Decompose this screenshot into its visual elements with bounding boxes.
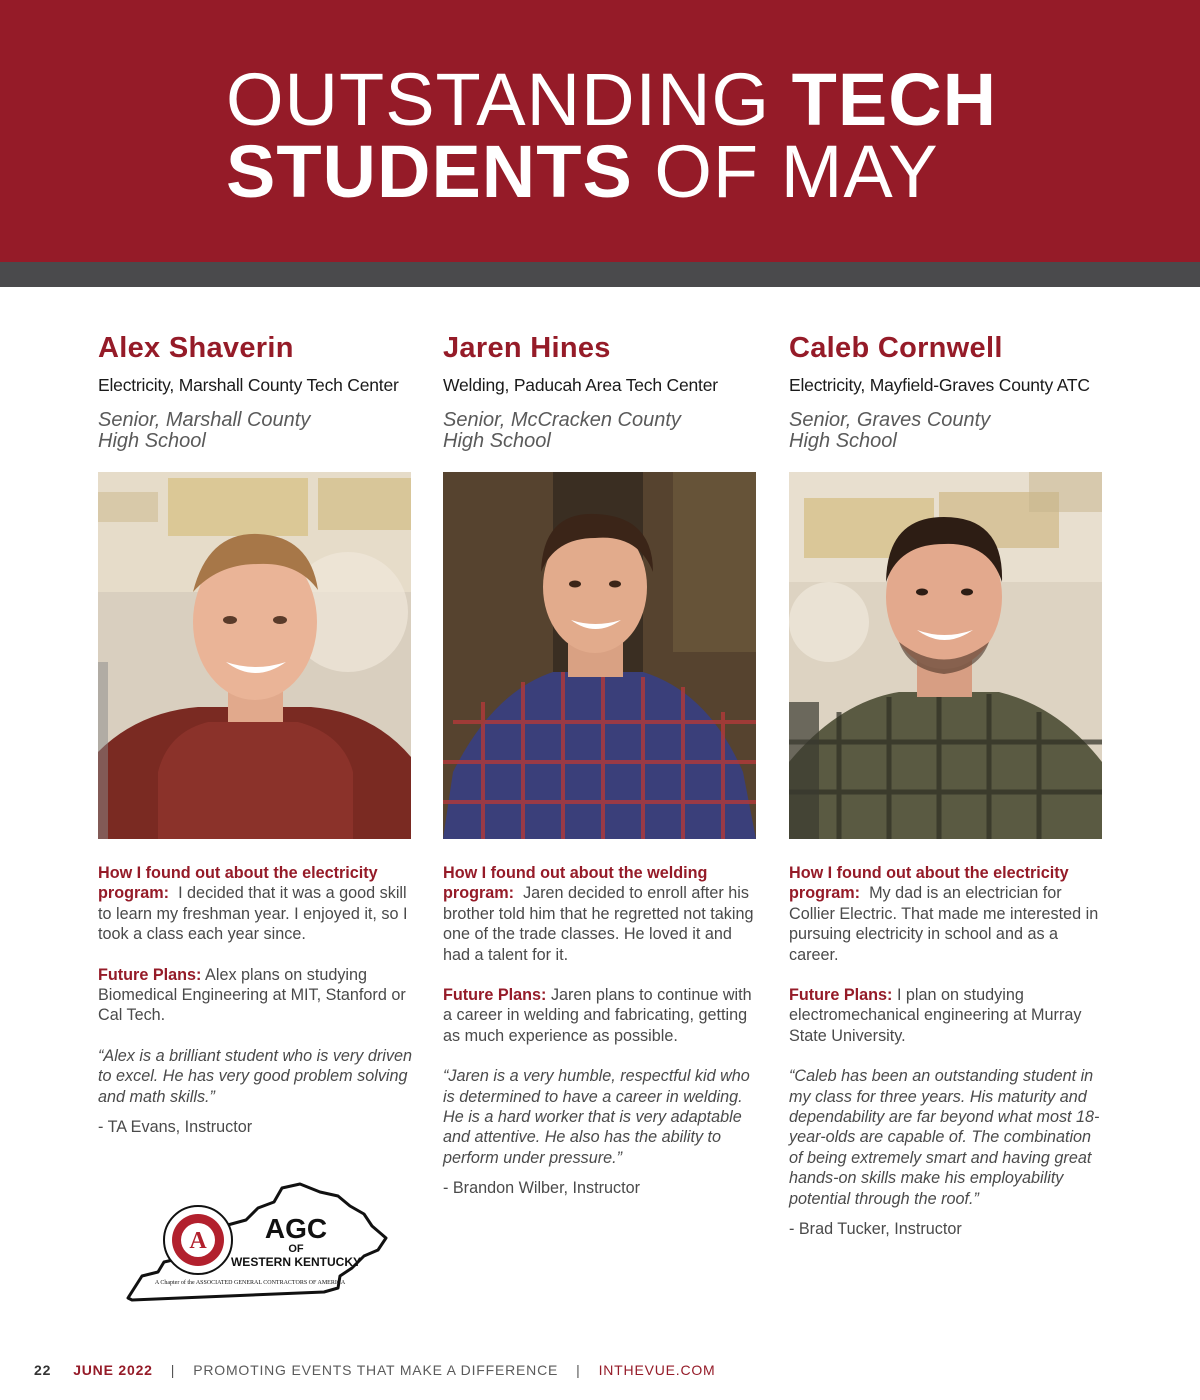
student-photo-illustration bbox=[789, 472, 1102, 839]
student-school: Senior, Marshall County High School bbox=[98, 409, 311, 452]
instructor-quote: “Alex is a brilliant student who is very driven to excel. He has very good problem solving and math skills.” bbox=[98, 1046, 412, 1106]
title-line1-light: OUTSTANDING bbox=[226, 58, 792, 141]
logo-region: WESTERN KENTUCKY bbox=[230, 1255, 362, 1269]
issue-date: JUNE 2022 bbox=[73, 1362, 153, 1378]
logo-tagline: A Chapter of the ASSOCIATED GENERAL CONTRACTORS OF AMERICA bbox=[154, 1280, 346, 1286]
plans-text: Jaren plans to continue with a career in welding and fabricating, getting as much experience as possible. bbox=[443, 986, 752, 1045]
instructor-quote: “Jaren is a very humble, respectful kid who is determined to have a career in welding. He is a hard worker that is very adaptable and attentive. He also has the ability to perform under pressure.” bbox=[443, 1067, 750, 1167]
student-photo-illustration bbox=[443, 472, 756, 839]
instructor-signature: - Brandon Wilber, Instructor bbox=[443, 1179, 641, 1198]
found-lead: How I found out about the electricity program: bbox=[98, 864, 378, 903]
student-program: Electricity, Mayfield-Graves County ATC bbox=[789, 375, 1090, 395]
logo-agc: AGC bbox=[264, 1213, 328, 1244]
student-school: Senior, McCracken County High School bbox=[443, 409, 681, 452]
student-program: Welding, Paducah Area Tech Center bbox=[443, 375, 718, 395]
student-bio bbox=[443, 863, 758, 1199]
student-bio bbox=[789, 863, 1104, 1240]
logo-of: OF bbox=[288, 1243, 304, 1255]
plans-text: I plan on studying electromechanical engineering at Murray State University. bbox=[789, 986, 1082, 1045]
page-number: 22 bbox=[34, 1362, 52, 1378]
found-lead: How I found out about the electricity program: bbox=[789, 864, 1069, 903]
instructor-signature: - Brad Tucker, Instructor bbox=[789, 1220, 962, 1239]
site-link[interactable]: INTHEVUE.COM bbox=[598, 1362, 716, 1378]
plans-lead: Future Plans: bbox=[443, 986, 547, 1005]
student-card-1 bbox=[98, 330, 413, 1137]
agc-logo bbox=[124, 1180, 390, 1302]
found-text: I decided that it was a good skill to learn my freshman year. I enjoyed it, so I took a class each year since. bbox=[98, 884, 408, 944]
footer-separator: | bbox=[576, 1362, 581, 1378]
found-text: My dad is an electrician for Collier Electric. That made me interested in pursuing electricity in school and as a career. bbox=[789, 884, 1099, 964]
plans-paragraph bbox=[789, 985, 1104, 1046]
found-paragraph bbox=[443, 863, 758, 965]
student-name: Alex Shaverin bbox=[98, 332, 294, 364]
student-photo bbox=[98, 472, 411, 839]
kentucky-outline-icon bbox=[124, 1180, 390, 1302]
found-text: Jaren decided to enroll after his brother told him that he regretted not taking one of the trade classes. He loved it and had a talent for it. bbox=[443, 884, 754, 964]
title-line2-bold: STUDENTS bbox=[226, 130, 633, 213]
instructor-signature: - TA Evans, Instructor bbox=[98, 1118, 253, 1137]
student-photo-illustration bbox=[98, 472, 411, 839]
found-paragraph bbox=[789, 863, 1104, 965]
page-footer bbox=[34, 1362, 716, 1378]
student-program: Electricity, Marshall County Tech Center bbox=[98, 375, 399, 395]
found-lead: How I found out about the welding program: bbox=[443, 864, 708, 903]
student-school: Senior, Graves County High School bbox=[789, 409, 991, 452]
plans-paragraph bbox=[98, 965, 413, 1026]
student-name: Caleb Cornwell bbox=[789, 332, 1003, 364]
footer-tagline: PROMOTING EVENTS THAT MAKE A DIFFERENCE bbox=[193, 1362, 559, 1378]
student-photo bbox=[789, 472, 1102, 839]
student-name: Jaren Hines bbox=[443, 332, 611, 364]
title-line1-bold: TECH bbox=[791, 58, 998, 141]
student-bio bbox=[98, 863, 413, 1137]
student-card-3 bbox=[789, 330, 1104, 1240]
plans-lead: Future Plans: bbox=[789, 986, 893, 1005]
seal-letter: A bbox=[189, 1228, 207, 1254]
plans-paragraph bbox=[443, 985, 758, 1046]
header-stripe bbox=[0, 262, 1200, 287]
plans-lead: Future Plans: bbox=[98, 965, 202, 984]
footer-separator: | bbox=[170, 1362, 176, 1378]
page-title bbox=[226, 58, 998, 213]
plans-text: Alex plans on studying Biomedical Engineering at MIT, Stanford or Cal Tech. bbox=[98, 965, 406, 1025]
title-line2-light: OF MAY bbox=[632, 130, 939, 213]
student-card-2 bbox=[443, 330, 758, 1199]
instructor-quote: “Caleb has been an outstanding student in my class for three years. His maturity and dependability are far beyond what most 18-year-olds are capable of. The combination of being extremely smart and having great hands-on skills make his employability potential through the roof.” bbox=[789, 1067, 1100, 1208]
found-paragraph bbox=[98, 863, 413, 945]
student-photo bbox=[443, 472, 756, 839]
